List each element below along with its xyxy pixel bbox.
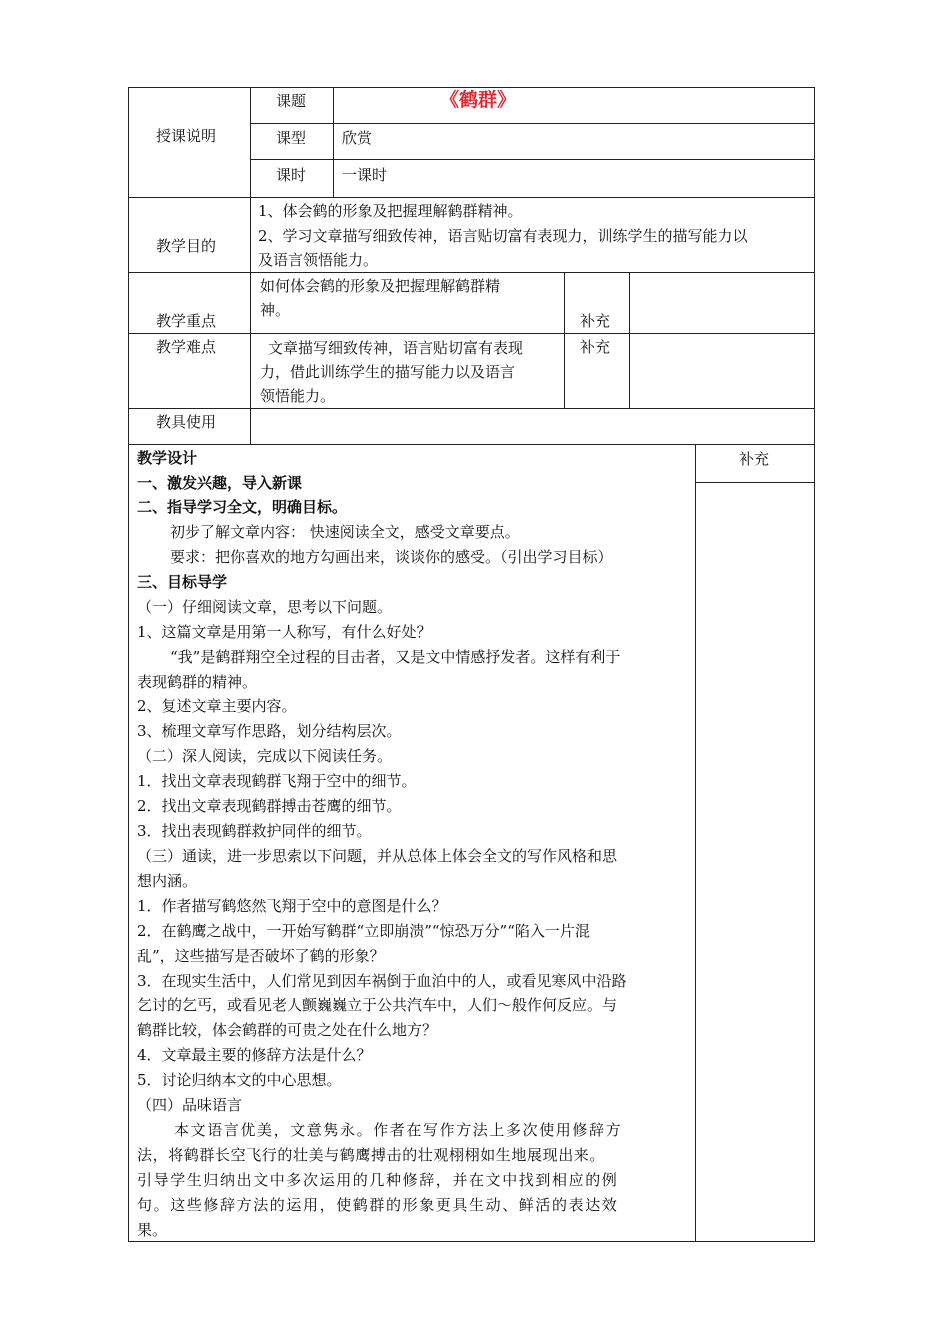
rule — [128, 87, 129, 1242]
label-keti: 课题 — [276, 92, 307, 110]
design-line: 3、梳理文章写作思路，划分结构层次。 — [137, 722, 402, 740]
design-line: 想内涵。 — [137, 872, 198, 890]
keypoint-line: 神。 — [260, 301, 291, 319]
rule — [250, 87, 251, 445]
design-line: “我”是鹤群翔空全过程的目击者，又是文中情感抒发者。这样有利于 — [170, 648, 621, 666]
design-line: 1．找出文章表现鹤群飞翔于空中的细节。 — [137, 772, 417, 790]
rule — [629, 272, 630, 409]
design-line: 句。这些修辞方法的运用，使鹤群的形象更具生动、鲜活的表达效 — [137, 1196, 619, 1214]
design-heading: 教学设计 — [137, 449, 198, 467]
label-tools: 教具使用 — [156, 413, 217, 431]
design-line: 本文语言优美，文意隽永。作者在写作方法上多次使用修辞方 — [174, 1121, 623, 1139]
design-line: 要求：把你喜欢的地方勾画出来，谈谈你的感受。（引出学习目标） — [170, 548, 613, 566]
rule — [814, 87, 815, 1242]
rule — [250, 159, 815, 160]
rule — [695, 444, 696, 1242]
rule — [128, 197, 815, 198]
design-line: （二）深人阅读，完成以下阅读任务。 — [137, 747, 393, 765]
design-line: 2．找出文章表现鹤群搏击苍鹰的细节。 — [137, 797, 402, 815]
rule — [128, 1241, 815, 1242]
label-shouke: 授课说明 — [156, 127, 217, 145]
label-keshi: 课时 — [276, 166, 307, 184]
design-line: 初步了解文章内容： 快速阅读全文，感受文章要点。 — [170, 523, 520, 541]
label-objectives: 教学目的 — [156, 237, 217, 255]
design-line: 5．讨论归纳本文的中心思想。 — [137, 1071, 342, 1089]
keypoint-line: 如何体会鹤的形象及把握理解鹤群精 — [260, 277, 501, 295]
design-line: 表现鹤群的精神。 — [137, 673, 258, 691]
label-keypoint: 教学重点 — [156, 312, 217, 330]
design-line: 1．作者描写鹤悠然飞翔于空中的意图是什么？ — [137, 897, 447, 915]
difficulty-supplement: 补充 — [580, 338, 611, 356]
rule — [128, 408, 815, 409]
design-line: 3．在现实生活中，人们常见到因车祸倒于血泊中的人，或看见寒风中沿路 — [137, 972, 627, 990]
difficulty-line: 领悟能力。 — [260, 387, 336, 405]
value-kexing: 欣赏 — [342, 129, 373, 147]
rule — [695, 482, 815, 483]
design-heading: 一、激发兴趣，导入新课 — [137, 474, 303, 492]
design-line: 2、复述文章主要内容。 — [137, 697, 297, 715]
design-line: （四）品味语言 — [137, 1096, 243, 1114]
label-difficulty: 教学难点 — [156, 338, 217, 356]
design-line: （三）通读，进一步思索以下问题，并从总体上体会全文的写作风格和思 — [137, 847, 618, 865]
design-line: 乱”，这些描写是否破坏了鹤的形象？ — [137, 947, 385, 965]
rule — [250, 123, 815, 124]
design-line: 引导学生归纳出文中多次运用的几种修辞，并在文中找到相应的例 — [137, 1171, 619, 1189]
rule — [128, 272, 815, 273]
design-line: 3．找出表现鹤群救护同伴的细节。 — [137, 822, 372, 840]
design-line: 果。 — [137, 1221, 168, 1239]
label-kexing: 课型 — [276, 129, 307, 147]
design-line: 乞讨的乞丐，或看见老人颤巍巍立于公共汽车中，人们～般作何反应。与 — [137, 996, 618, 1014]
difficulty-line: 力，借此训练学生的描写能力以及语言 — [260, 363, 516, 381]
rule — [128, 444, 815, 445]
design-heading: 二、指导学习全文，明确目标。 — [137, 498, 348, 516]
rule — [564, 272, 565, 409]
objective-line: 2、学习文章描写细致传神，语言贴切富有表现力，训练学生的描写能力以 — [258, 227, 748, 245]
design-line: 4．文章最主要的修辞方法是什么？ — [137, 1046, 372, 1064]
design-line: 2．在鹤鹰之战中，一开始写鹤群“立即崩溃”“惊恐万分”“陷入一片混 — [137, 922, 590, 940]
design-line: 1、这篇文章是用第一人称写，有什么好处？ — [137, 623, 432, 641]
value-keshi: 一课时 — [342, 166, 388, 184]
difficulty-line: 文章描写细致传神，语言贴切富有表现 — [268, 339, 524, 357]
lesson-title: 《鹤群》 — [440, 89, 517, 111]
rule — [333, 87, 334, 197]
design-supplement: 补充 — [739, 450, 770, 468]
design-line: 鹤群比较，体会鹤群的可贵之处在什么地方？ — [137, 1021, 438, 1039]
objective-line: 及语言领悟能力。 — [258, 251, 379, 269]
design-line: 法，将鹤群长空飞行的壮美与鹤鹰搏击的壮观栩栩如生地展现出来。 — [137, 1146, 606, 1164]
design-heading: 三、目标导学 — [137, 573, 228, 591]
design-line: （一）仔细阅读文章，思考以下问题。 — [137, 598, 393, 616]
keypoint-supplement: 补充 — [580, 312, 611, 330]
objective-line: 1、体会鹤的形象及把握理解鹤群精神。 — [258, 202, 523, 220]
rule — [128, 333, 815, 334]
